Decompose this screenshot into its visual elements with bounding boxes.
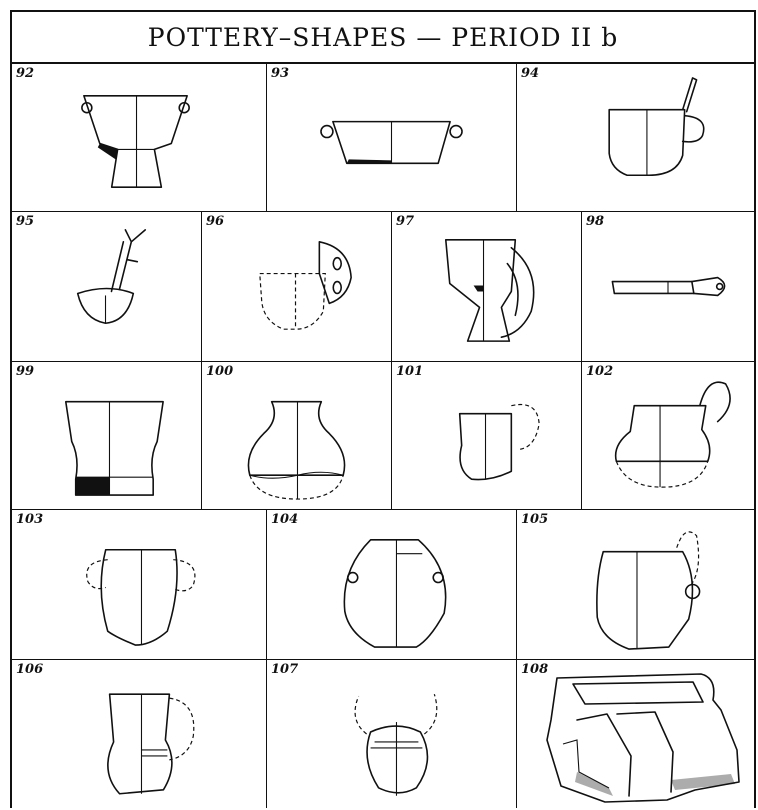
figure-103 (12, 510, 267, 660)
amphora-with-lugs-drawing (267, 510, 516, 659)
figure-104 (267, 510, 517, 660)
figure-106 (12, 660, 267, 808)
figure-number: 92 (16, 66, 35, 81)
figure-number: 93 (271, 66, 290, 81)
fragment-with-handle-drawing (202, 212, 391, 361)
jug-with-handle-drawing (517, 510, 754, 659)
small-jug-drawing (392, 362, 581, 509)
figure-number: 101 (396, 364, 424, 379)
figure-number: 106 (16, 662, 44, 677)
figure-number: 103 (16, 512, 44, 527)
figure-97 (392, 212, 582, 362)
figure-93 (267, 64, 517, 212)
figure-number: 107 (271, 662, 299, 677)
figure-94 (517, 64, 754, 212)
figure-102 (582, 362, 754, 510)
pan-with-handle-drawing (582, 212, 754, 361)
globular-jar-drawing (202, 362, 391, 509)
figure-108 (517, 660, 754, 808)
sherd-section-drawing (517, 660, 754, 808)
figure-number: 96 (206, 214, 225, 229)
bowl-with-lugs-drawing (267, 64, 516, 211)
figure-96 (202, 212, 392, 362)
figure-number: 99 (16, 364, 35, 379)
jug-with-high-handle-drawing (582, 362, 754, 509)
goblet-with-side-handle-drawing (392, 212, 581, 361)
two-handled-jar-drawing (12, 510, 266, 659)
plate-title: POTTERY–SHAPES — PERIOD II b (12, 12, 754, 64)
two-handled-flask-drawing (267, 660, 516, 808)
figure-105 (517, 510, 754, 660)
figure-92 (12, 64, 267, 212)
figure-number: 98 (586, 214, 605, 229)
figure-number: 102 (586, 364, 614, 379)
figure-107 (267, 660, 517, 808)
ladle-drawing (12, 212, 201, 361)
pitcher-drawing (12, 660, 266, 808)
pedestal-bowl-with-lugs-drawing (12, 64, 266, 211)
figure-98 (582, 212, 754, 362)
figure-100 (202, 362, 392, 510)
figure-number: 104 (271, 512, 299, 527)
figure-number: 97 (396, 214, 415, 229)
handled-cup-drawing (517, 64, 754, 211)
figure-99 (12, 362, 202, 510)
figure-95 (12, 212, 202, 362)
figure-number: 100 (206, 364, 234, 379)
waisted-jar-drawing (12, 362, 201, 509)
figure-number: 105 (521, 512, 549, 527)
figure-101 (392, 362, 582, 510)
pottery-plate (10, 10, 756, 808)
figure-number: 108 (521, 662, 549, 677)
figure-number: 94 (521, 66, 540, 81)
figure-number: 95 (16, 214, 35, 229)
